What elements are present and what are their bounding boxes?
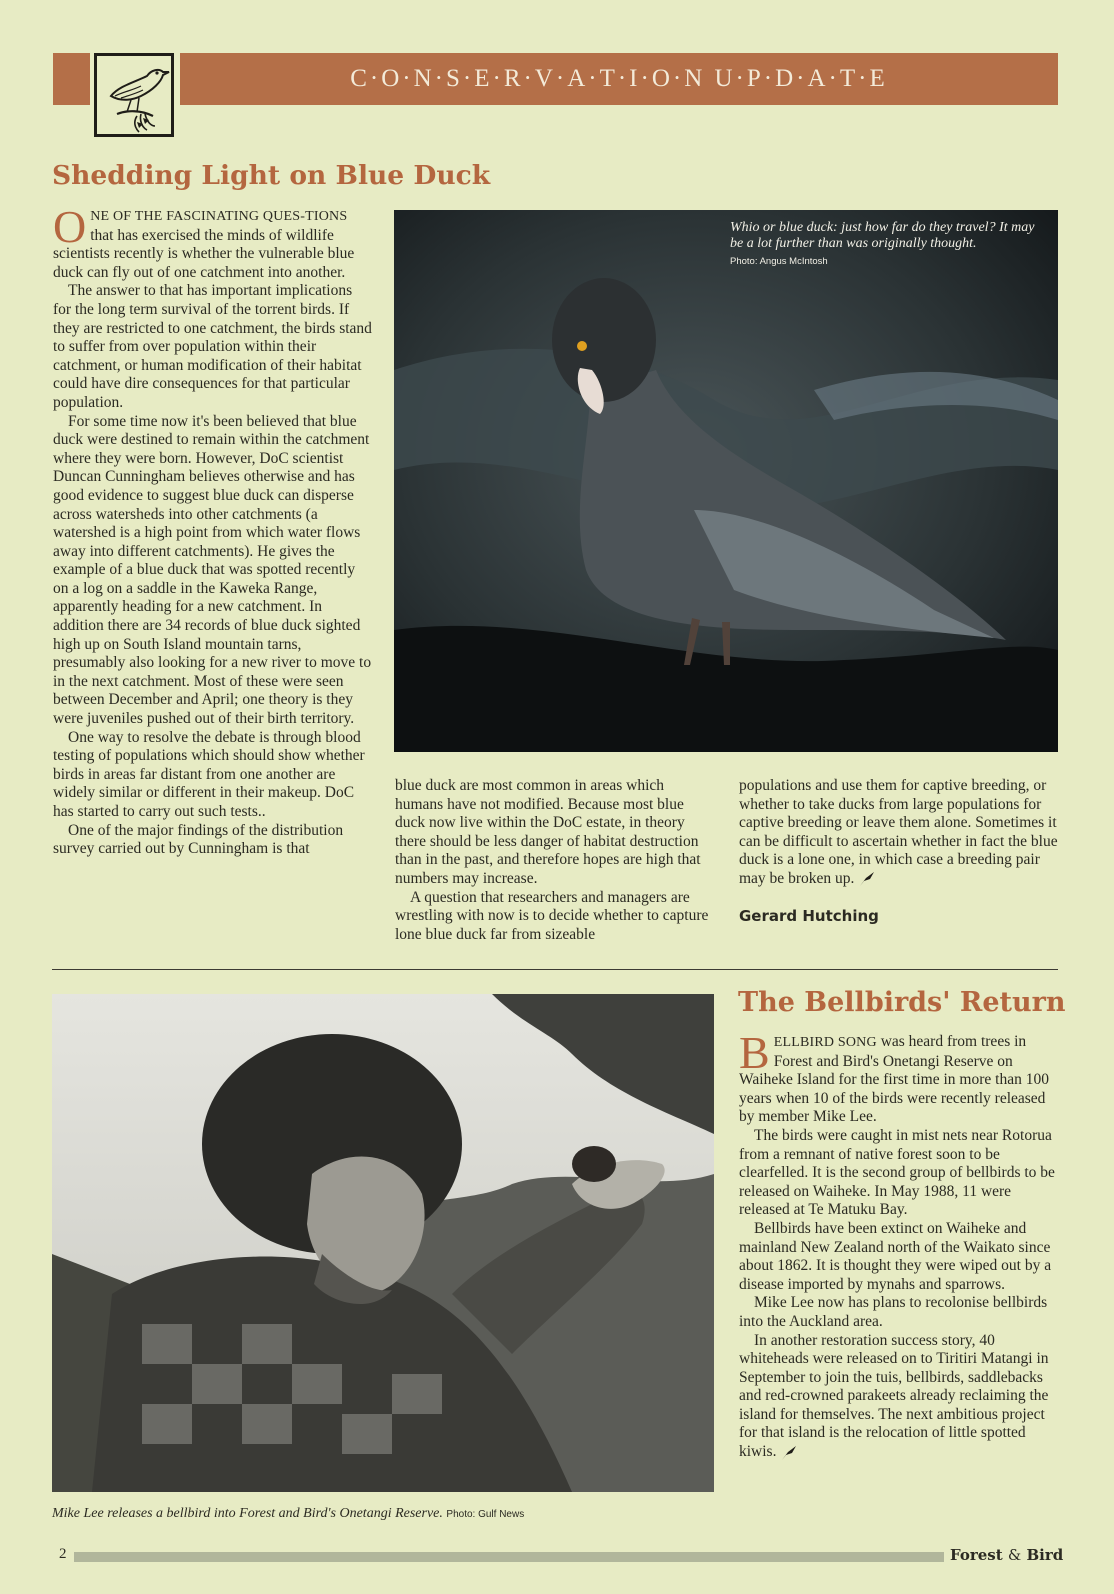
article2-body — [739, 1027, 1061, 1462]
dropcap: O — [53, 201, 87, 252]
article1-paragraph-1: ONE OF THE FASCINATING QUES-TIONS that has exercised the minds of wildlife scientists recently is whether the vulnerable blue duck can fly out of one catchment into another. — [53, 201, 355, 281]
article1-column-2 — [395, 777, 715, 944]
article2-paragraph-2: The birds were caught in mist nets near Rotorua from a remnant of native forest soon to be clearfelled. It is the second group of bellbirds to be released on Waiheke. In May 1988, 11 were released at Te Matuku Bay. — [739, 1126, 1055, 1219]
article-title-bellbirds: The Bellbirds' Return — [738, 987, 1066, 1018]
byline: Gerard Hutching — [739, 906, 879, 925]
magazine-brand: Forest & Bird — [950, 1546, 1064, 1564]
article1-paragraph-7: A question that researchers and managers are wrestling with now is to decide whether to capture lone blue duck far from sizeable — [395, 888, 709, 943]
article1-paragraph-5: One of the major findings of the distribution survey carried out by Cunningham is that — [53, 821, 344, 858]
bird-on-branch-icon — [97, 56, 171, 134]
blue-duck-photo — [394, 210, 1058, 752]
blue-duck-photo-caption: Whio or blue duck: just how far do they travel? It may be a lot further than was originally thought. Photo: Angus McIntosh — [730, 220, 1050, 270]
article1-paragraph-8: populations and use them for captive breeding, or whether to take ducks from large populations for captive breeding or leave them alone. Sometimes it can be difficult to ascertain whether in fact the blue duck is a lone one, in which case a breeding pair may be broken up. — [739, 777, 1058, 887]
article2-paragraph-4: Mike Lee now has plans to recolonise bellbirds into the Auckland area. — [739, 1294, 1048, 1330]
article2-paragraph-1: BELLBIRD SONG was heard from trees in Forest and Bird's Onetangi Reserve on Waiheke Island for the first time in more than 100 years when 10 of the birds were recently released by member Mike Lee. — [739, 1027, 1049, 1126]
mike-lee-photo-caption: Mike Lee releases a bellbird into Forest and Bird's Onetangi Reserve. Photo: Gulf News — [52, 1506, 525, 1521]
footer-bar — [74, 1552, 944, 1562]
blue-duck-illustration — [394, 210, 1058, 752]
article1-column-3 — [739, 777, 1059, 925]
bird-logo — [94, 53, 174, 137]
article1-paragraph-3: For some time now it's been believed that blue duck were destined to remain within the catchment where they were born. However, DoC scientist Duncan Cunningham believes otherwise and has good evidence to suggest blue duck can disperse across watersheds into other catchments (a watershed is a high point from which water flows away into different catchments). He gives the example of a blue duck that was spotted recently on a log on a saddle in the Kaweka Range, apparently heading for a new catchment. In addition there are 34 records of blue duck sighted high up on South Island mountain tarns, presumably also looking for a new river to move to in the next catchment. Most of these were seen between December and April; one theory is they were juveniles pushed out of their birth territory. — [53, 412, 372, 728]
mike-lee-illustration — [52, 994, 714, 1492]
dropcap: B — [739, 1027, 770, 1078]
photo-credit: Photo: Gulf News — [446, 1509, 525, 1520]
article2-paragraph-5: In another restoration success story, 40 whiteheads were released on to Tiritiri Matangi in September to join the tuis, bellbirds, saddlebacks and red-crowned parakeets already reclaiming the island for themselves. The next ambitious project for that island is the relocation of little spotted kiwis. — [739, 1331, 1049, 1461]
section-header — [180, 53, 1058, 105]
page-number: 2 — [59, 1546, 67, 1562]
article-divider — [52, 969, 1058, 970]
header-accent-bar — [53, 53, 90, 105]
article2-paragraph-3: Bellbirds have been extinct on Waiheke and mainland New Zealand north of the Waikato since about 1862. It is thought they were wiped out by a disease imported by mynahs and sparrows. — [739, 1219, 1052, 1293]
article-title-blue-duck: Shedding Light on Blue Duck — [52, 160, 491, 191]
mike-lee-photo — [52, 994, 714, 1492]
section-title: C·O·N·S·E·R·V·A·T·I·O·N U·P·D·A·T·E — [350, 65, 888, 92]
article1-paragraph-6: blue duck are most common in areas which humans have not modified. Because most blue duck now live within the DoC estate, in theory there should be less danger of habitat destruction than in the past, and therefore hopes are high that numbers may increase. — [395, 777, 701, 887]
article1-paragraph-2: The answer to that has important implications for the long term survival of the torrent birds. If they are restricted to one catchment, the birds stand to suffer from over population within their catchment, or human modification of their habitat could have dire consequences for that particular population. — [53, 282, 372, 411]
bird-end-mark-icon — [858, 870, 876, 888]
article1-paragraph-4: One way to resolve the debate is through blood testing of populations which should show whether birds in areas far distant from one another are widely similar or different in their makeup. DoC has started to carry out such tests.. — [53, 728, 365, 820]
bird-end-mark-icon — [780, 1444, 798, 1462]
article1-column-1 — [53, 201, 373, 859]
photo-credit: Photo: Angus McIntosh — [730, 256, 828, 267]
